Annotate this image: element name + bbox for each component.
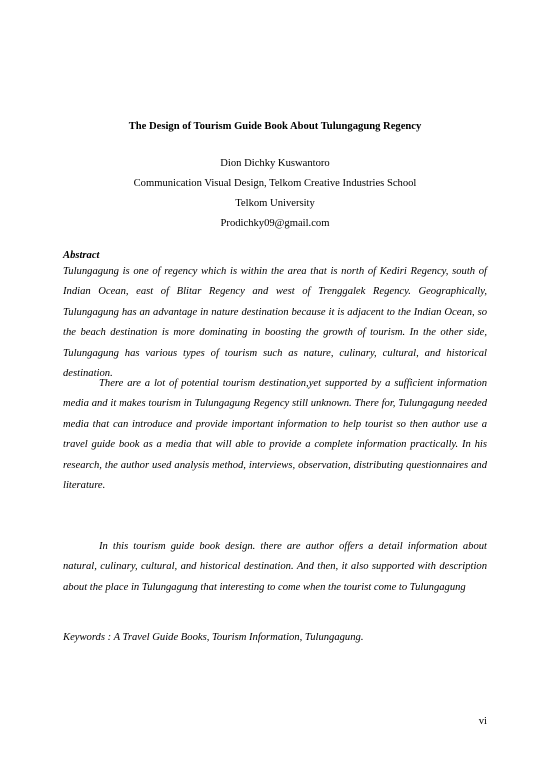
author-department: Communication Visual Design, Telkom Creative Industries School — [133, 178, 417, 189]
author-email: Prodichky09@gmail.com — [220, 218, 330, 229]
author-block — [0, 154, 550, 234]
keywords: Keywords : A Travel Guide Books, Tourism Information, Tulungagung. — [63, 632, 364, 643]
paper-title: The Design of Tourism Guide Book About Tulungagung Regency — [128, 121, 422, 132]
abstract-heading: Abstract — [63, 250, 100, 261]
abstract-paragraph-2: There are a lot of potential tourism destination,yet supported by a sufficient information media and it makes tourism in Tulungagung Regency still unknown. There for, Tulungagung needed media that can introduce and provide important information to help tourist so then author use a travel guide book as a media that will able to provide a complete information practically. In his research, the author used analysis method, interviews, observation, distributing questionnaires and literature. — [63, 378, 487, 492]
page-number: vi — [478, 716, 487, 727]
author-name: Dion Dichky Kuswantoro — [220, 158, 330, 169]
author-university: Telkom University — [235, 198, 315, 209]
abstract-paragraph-3: In this tourism guide book design. there are author offers a detail information about natural, culinary, cultural, and historical destination. And then, it also supported with description about the place in Tulungagung that interesting to come when the tourist come to Tulungagung — [63, 541, 487, 593]
abstract-paragraph-1: Tulungagung is one of regency which is within the area that is north of Kediri Regency, south of Indian Ocean, east of Blitar Regency and west of Trenggalek Regency. Geographically, Tulungagung has an advantage in nature destination because it is adjacent to the Indian Ocean, so the beach destination is more dominating in boosting the growth of tourism. In the other side, Tulungagung has various types of tourism such as nature, culinary, cultural, and historical destination. — [63, 266, 487, 380]
